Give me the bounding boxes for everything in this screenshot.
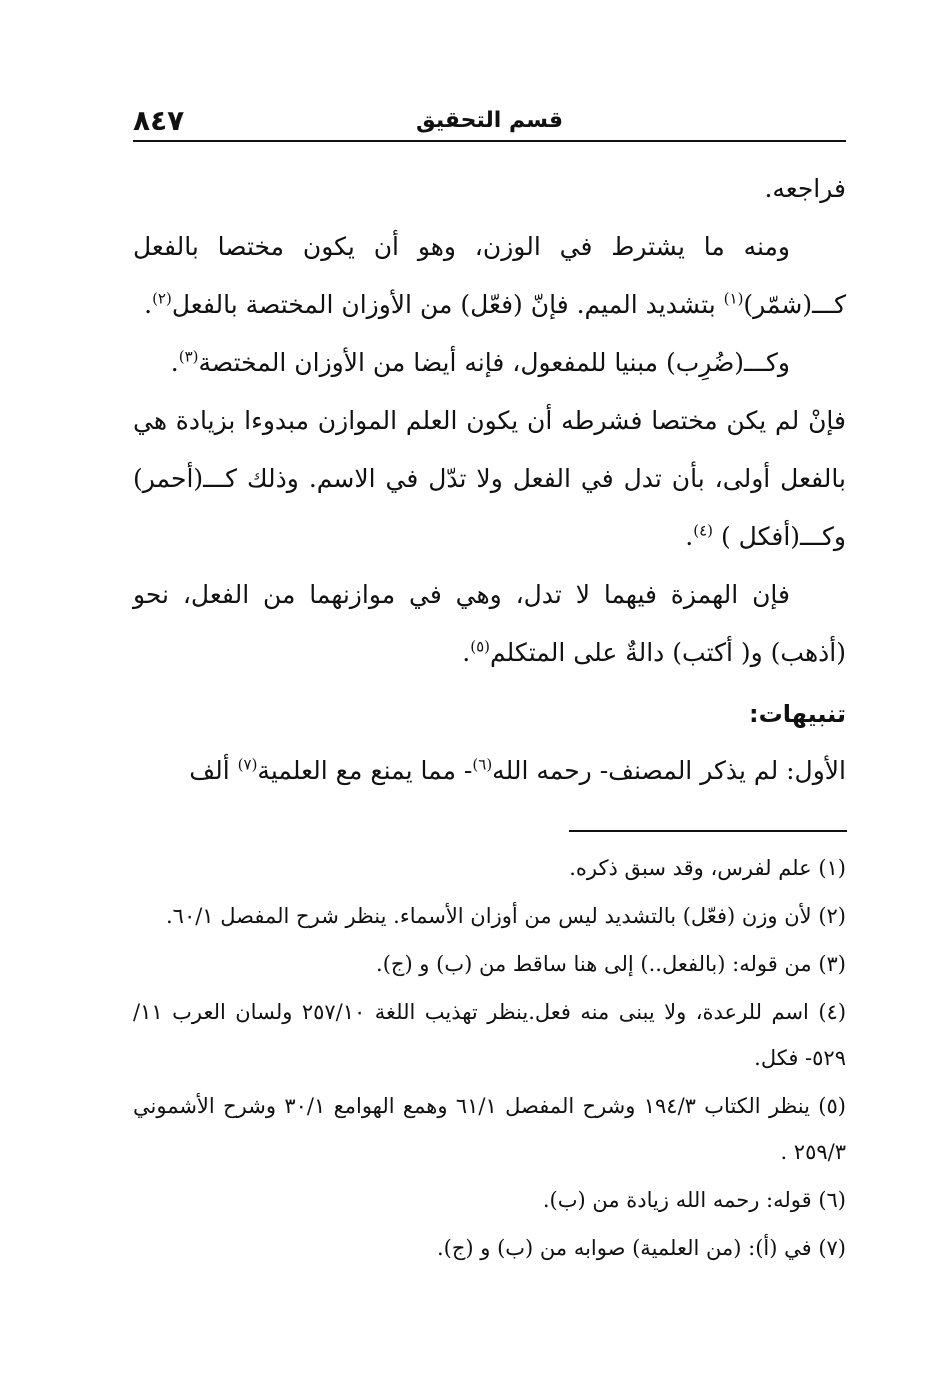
paragraph-6: الأول: لم يذكر المصنف- رحمه الله$^{(٦)}$- مما يمنع مع العلمية$^{(٧)}$ ألف	[189, 755, 846, 785]
footnote-separator	[569, 830, 847, 832]
paragraph-2: ومنه ما يشترط في الوزن، وهو أن يكون مختصا بالفعل كـــ(شمّر)$^{(١)}$ بتشديد الميم. فإنّ (فعّل) من الأوزان المختصة بالفعل$^{(٢)}$.	[133, 232, 846, 319]
header-rule	[133, 140, 846, 142]
footnote-ref-4[interactable]: (٤)	[693, 521, 714, 540]
paragraph-4: فإنْ لم يكن مختصا فشرطه أن يكون العلم الموازن مبدوءا بزيادة هي بالفعل أولى، بأن تدل في الفعل ولا تدّل في الاسم. وذلك كـــ(أحمر) وكـــ(أفكل ) $^{(٤)}$.	[133, 406, 846, 551]
footnote-ref-1[interactable]: (١)	[723, 289, 744, 308]
footnote-ref-7[interactable]: (٧)	[237, 755, 258, 774]
footnote-4: (٤) اسم للرعدة، ولا يبنى منه فعل.ينظر تهذيب اللغة ٢٥٧/١٠ ولسان العرب ١١/ ٥٢٩- فكل.	[133, 1000, 847, 1070]
paragraph-5: فإن الهمزة فيهما لا تدل، وهي في موازنهما من الفعل، نحو (أذهب) و( أكتب) دالةٌ على المتكلم$^{(٥)}$.	[133, 580, 846, 667]
paragraph-3: وكـــ(ضُرِب) مبنيا للمفعول، فإنه أيضا من الأوزان المختصة$^{(٣)}$.	[170, 347, 790, 377]
footnote-ref-5[interactable]: (٥)	[470, 637, 491, 656]
section-title: قسم التحقيق	[416, 108, 563, 133]
footnotes	[133, 845, 846, 1273]
footnote-ref-6[interactable]: (٦)	[472, 755, 493, 774]
page-number: ٨٤٧	[133, 104, 185, 137]
footnote-3: (٣) من قوله: (بالفعل..) إلى هنا ساقط من (ب) و (ج).	[376, 952, 846, 976]
footnote-6: (٦) قوله: رحمه الله زيادة من (ب).	[542, 1188, 846, 1212]
notes-heading: تنبيهات:	[749, 700, 846, 728]
running-header	[133, 104, 846, 142]
footnote-ref-2[interactable]: (٢)	[152, 289, 172, 308]
footnote-1: (١) علم لفرس، وقد سبق ذكره.	[569, 856, 846, 880]
main-text	[133, 160, 846, 800]
footnote-ref-3[interactable]: (٣)	[178, 347, 199, 366]
footnote-7: (٧) في (أ): (من العلمية) صوابه من (ب) و (ج).	[436, 1236, 846, 1260]
paragraph-1: فراجعه.	[764, 174, 846, 203]
footnote-5: (٥) ينظر الكتاب ١٩٤/٣ وشرح المفصل ٦١/١ وهمع الهوامع ٣٠/١ وشرح الأشموني ٢٥٩/٣ .	[133, 1094, 846, 1164]
footnote-2: (٢) لأن وزن (فعّل) بالتشديد ليس من أوزان الأسماء. ينظر شرح المفصل ٦٠/١.	[165, 904, 846, 928]
